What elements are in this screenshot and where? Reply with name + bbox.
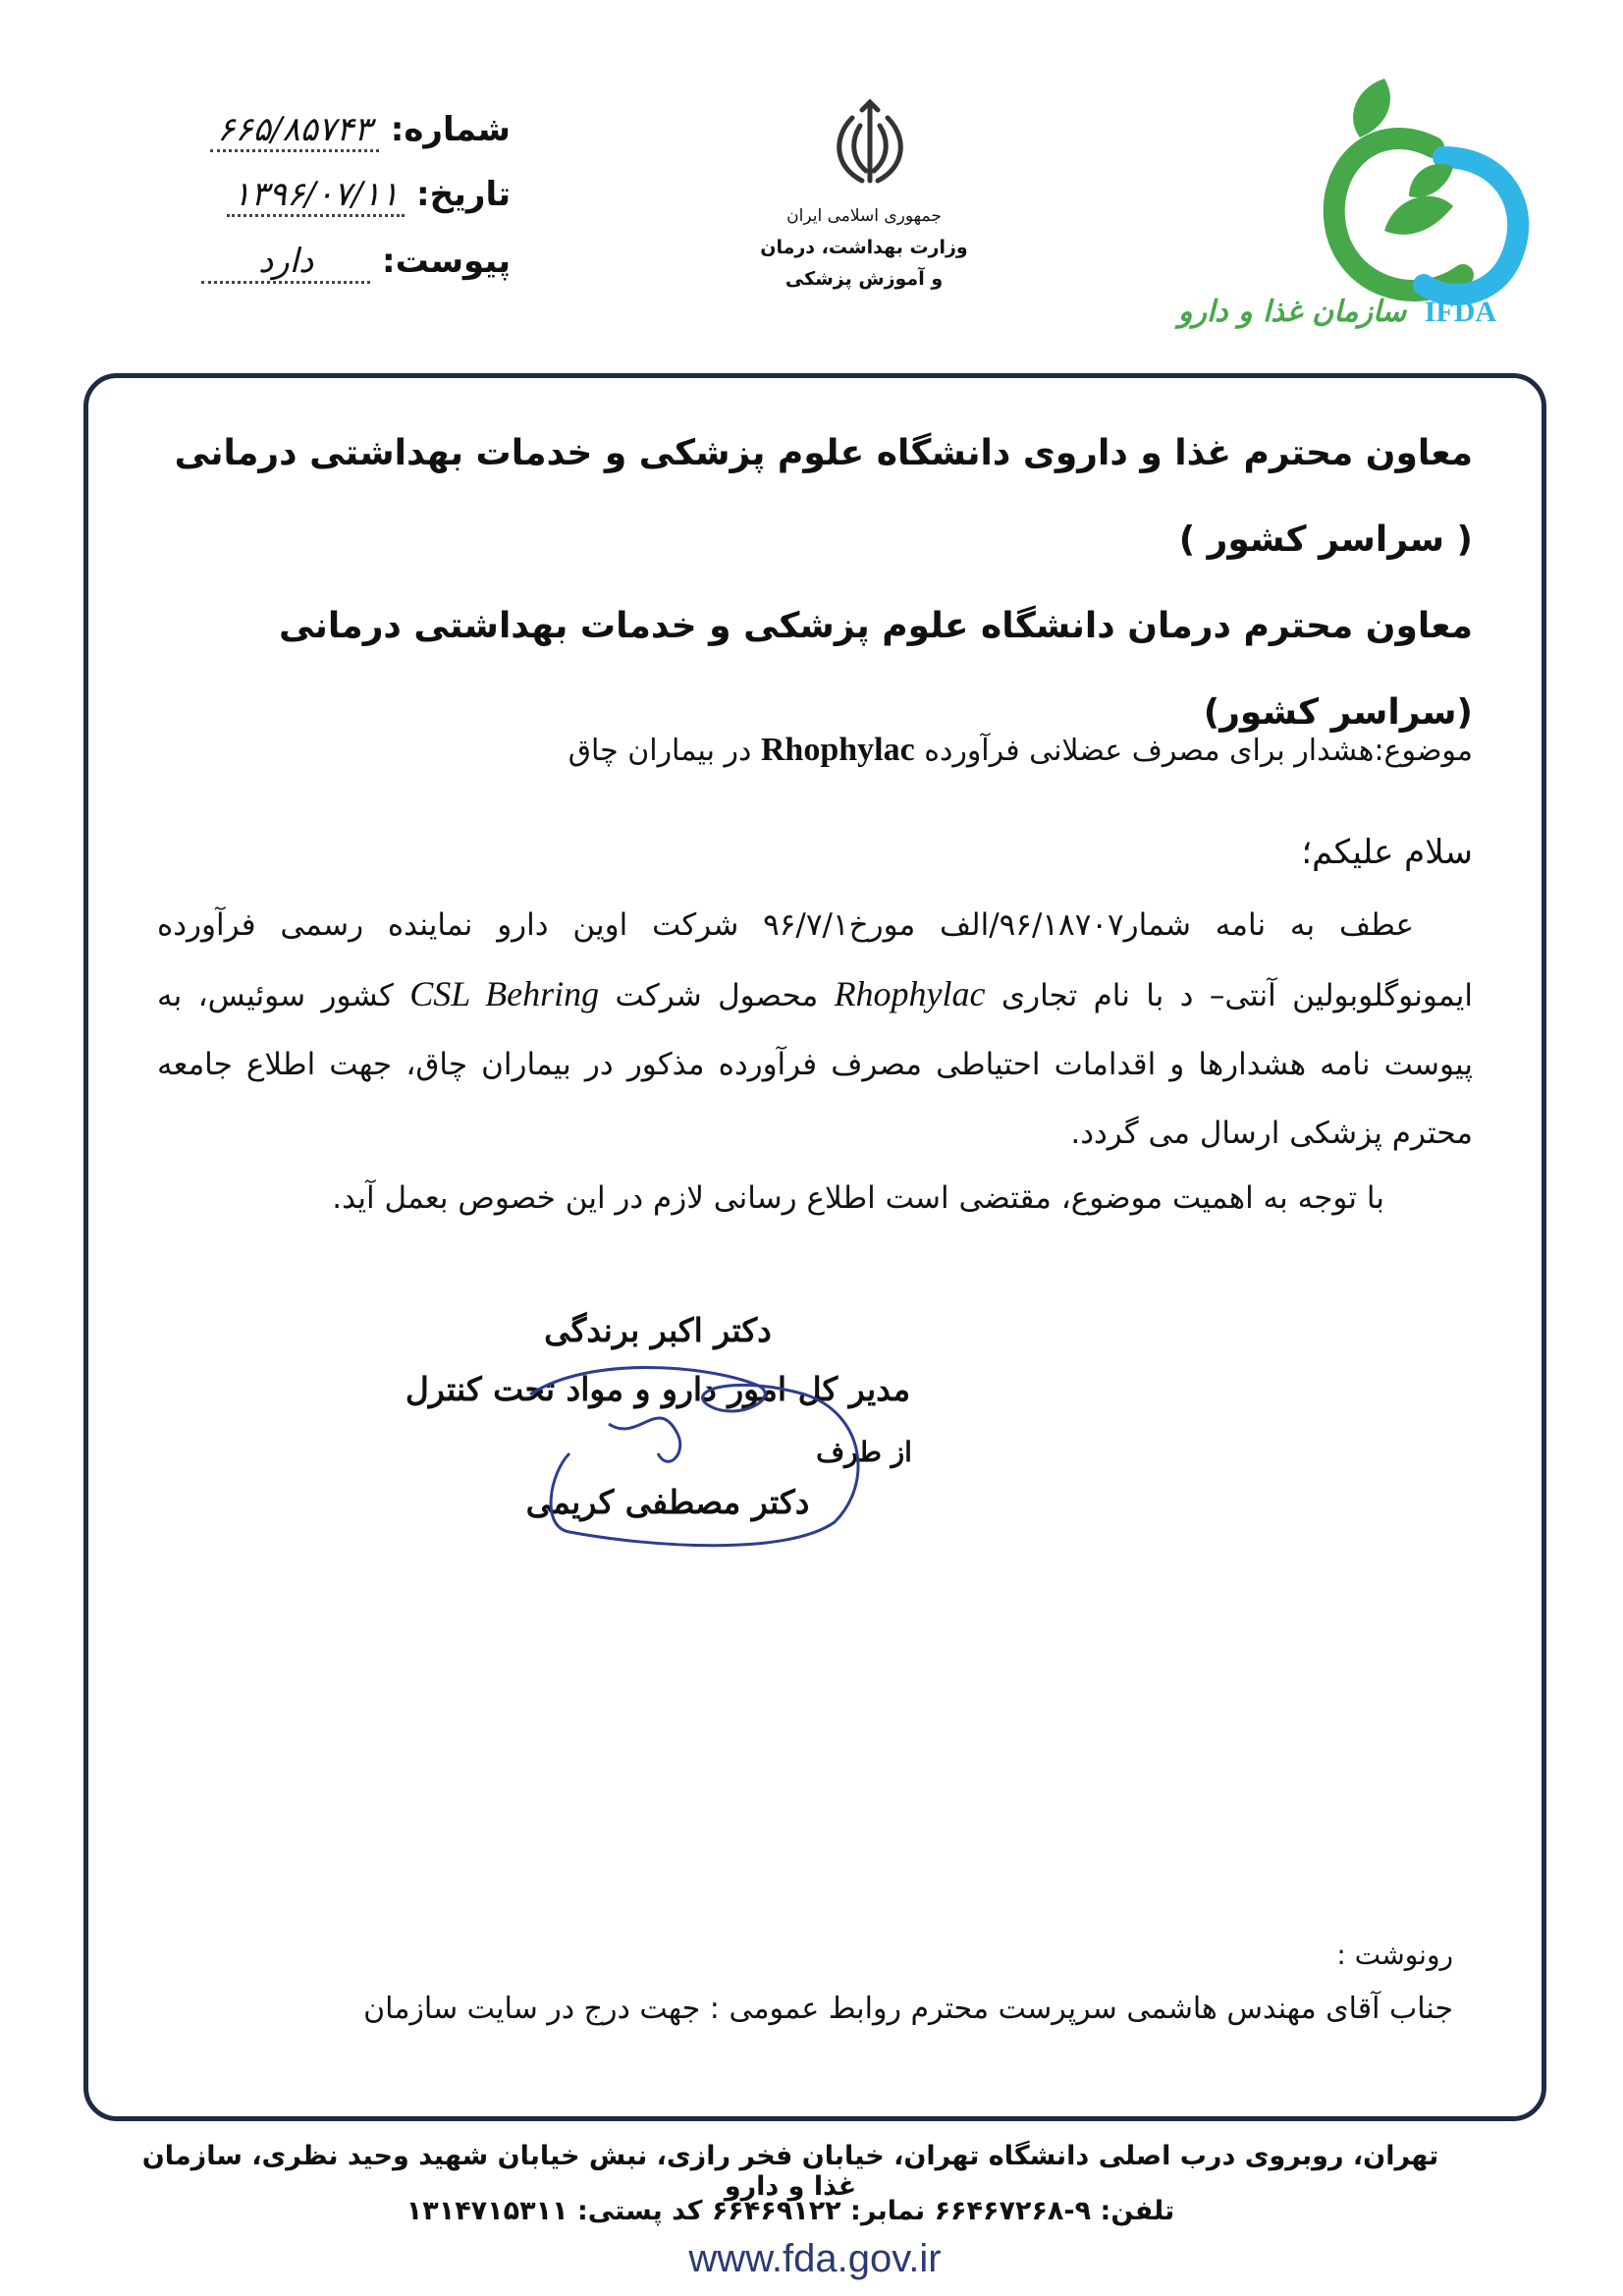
cc-title: رونوشت : [1336,1939,1453,1971]
emblem-line-education: و آموزش پزشکی [784,268,944,290]
ifda-logo-icon [1316,59,1542,334]
date-label: تاریخ: [416,175,511,214]
signature-signer: دکتر مصطفی کریمی [525,1483,810,1521]
attachment-value: دارد [201,242,370,284]
signature-position: مدیر کل امور دارو و مواد تحت کنترل [405,1370,911,1408]
addressee-2: معاون محترم درمان دانشگاه علوم پزشکی و خدمات بهداشتی درمانی (سراسر کشور) [278,606,1473,733]
letter-date-row [147,175,511,217]
body-company-name: CSL Behring [409,974,600,1013]
cc-recipient: جناب آقای مهندس هاشمی سرپرست محترم روابط عمومی : جهت درج در سایت سازمان [363,1992,1453,2026]
signature-on-behalf: از طرف [816,1436,912,1468]
letter-attachment-row [147,242,511,284]
letter-greeting: سلام علیکم؛ [1301,833,1473,872]
ifda-logo-caption [1178,295,1502,329]
ifda-name-fa: سازمان غذا و دارو [1178,295,1407,329]
emblem-caption [727,200,1001,295]
attachment-label: پیوست: [382,242,511,281]
emblem-line-country: جمهوری اسلامی ایران [786,206,942,226]
handwritten-signature-icon [511,1336,884,1552]
body-product-name: Rhophylac [834,974,986,1013]
emblem-line-ministry: وزارت بهداشت، درمان [760,237,968,258]
number-label: شماره: [390,110,511,149]
letter-subject [157,732,1473,769]
addressee-1: معاون محترم غذا و داروی دانشگاه علوم پزشکی و خدمات بهداشتی درمانی ( سراسر کشور ) [174,433,1473,560]
body-p1-c: کشور سوئیس، به پیوست نامه هشدارها و اقدامات احتیاطی مصرف فرآورده مذکور در بیماران چاق، جهت اطلاع جامعه محترم پزشکی ارسال می گردد. [157,978,1473,1151]
letter-closing: با توجه به اهمیت موضوع، مقتضی است اطلاع رسانی لازم در این خصوص بعمل آید. [332,1180,1384,1216]
subject-suffix: در بیماران چاق [568,734,752,768]
footer-phones: تلفن: ۹-۶۶۴۶۷۲۶۸ نمابر: ۶۶۴۶۹۱۲۲ کد پستی: ۱۳۱۴۷۱۵۳۱۱ [406,2196,1175,2226]
number-value: ۶۶۵/۸۵۷۴۳ [210,110,379,152]
date-value: ۱۳۹۶/۰۷/۱۱ [227,175,405,217]
letter-body-paragraph [157,891,1473,1168]
footer-address: تهران، روبروی درب اصلی دانشگاه تهران، خیابان فخر رازی، نبش خیابان شهید وحید نظری، سازمان غذا و دارو [141,2141,1439,2202]
signature-name: دکتر اکبر برندگی [544,1311,772,1349]
subject-product: Rhophylac [760,732,915,768]
footer-website[interactable]: www.fda.gov.ir [688,2237,942,2280]
ifda-abbr: IFDA [1424,296,1497,328]
body-p1-b: محصول شرکت [615,978,819,1013]
subject-prefix: موضوع:هشدار برای مصرف عضلانی فرآورده [924,734,1473,768]
iran-emblem-icon [823,98,917,192]
letter-number-row [147,110,511,152]
body-p1-a: عطف به نامه شمار۹۶/۱۸۷۰۷/الف مورخ۹۶/۷/۱ شرکت اوین دارو نماینده رسمی فرآورده ایمونوگلوبولین آنتی– د با نام تجاری [157,907,1474,1013]
